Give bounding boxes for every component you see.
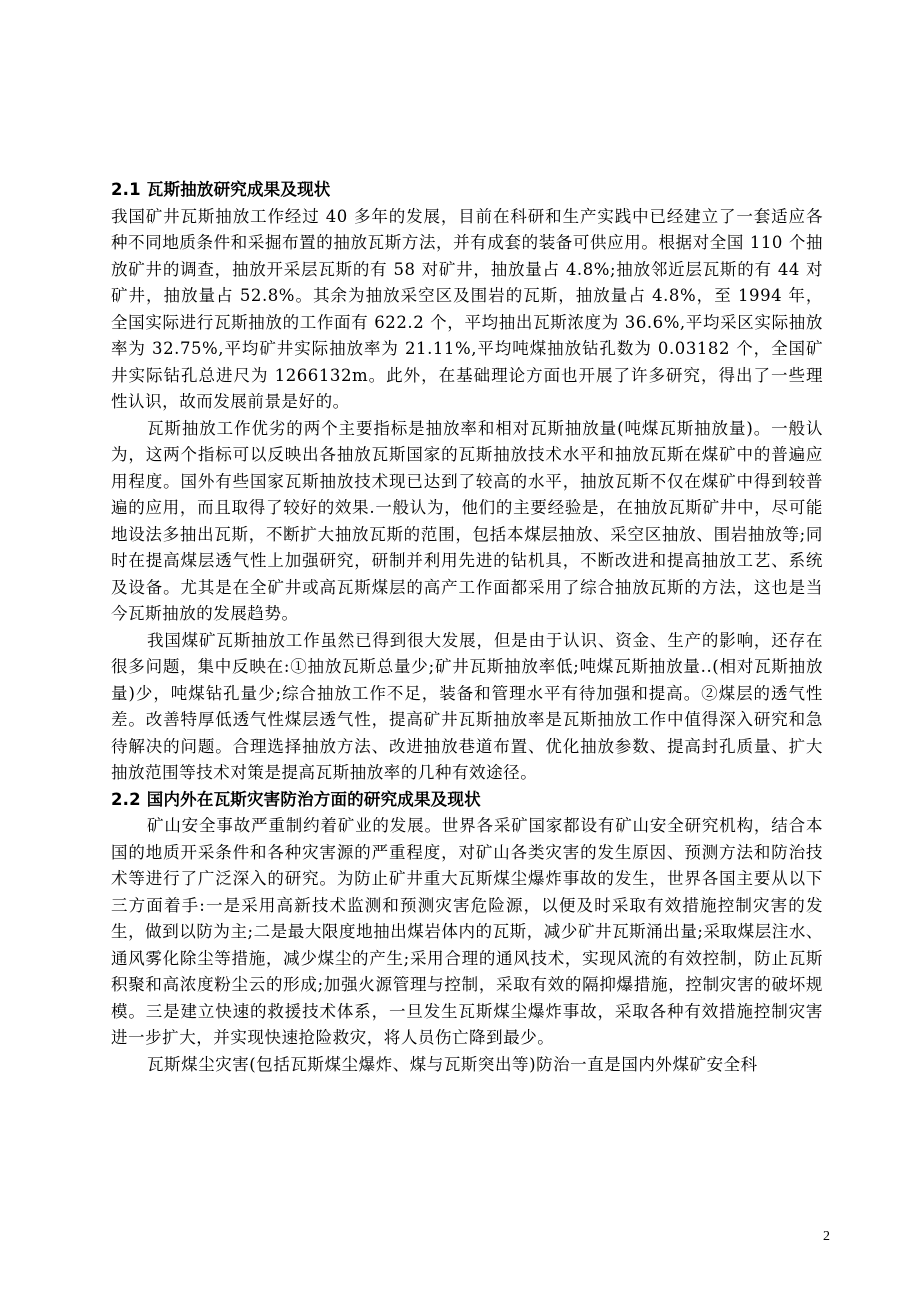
paragraph: 瓦斯抽放工作优劣的两个主要指标是抽放率和相对瓦斯抽放量(吨煤瓦斯抽放量)。一般认为，这两个指标可以反映出各抽放瓦斯国家的瓦斯抽放技术水平和抽放瓦斯在煤矿中的普遍应用程度。国外有些国家瓦斯抽放技术现已达到了较高的水平，抽放瓦斯不仅在煤矿中得到较普遍的应用，而且取得了较好的效果.一般认为，他们的主要经验是，在抽放瓦斯矿井中，尽可能地设法多抽出瓦斯，不断扩大抽放瓦斯的范围，包括本煤层抽放、采空区抽放、围岩抽放等;同时在提高煤层透气性上加强研究，研制并利用先进的钻机具，不断改进和提高抽放工艺、系统及设备。尤其是在全矿井或高瓦斯煤层的高产工作面都采用了综合抽放瓦斯的方法，这也是当今瓦斯抽放的发展趋势。 [111,418,823,623]
section-heading-2-1: 2.1 瓦斯抽放研究成果及现状 [111,180,331,199]
page-body [111,177,823,1078]
page-number: 2 [823,1229,830,1244]
paragraph: 瓦斯煤尘灾害(包括瓦斯煤尘爆炸、煤与瓦斯突出等)防治一直是国内外煤矿安全科 [147,1054,758,1074]
paragraph: 我国矿井瓦斯抽放工作经过 40 多年的发展，目前在科研和生产实践中已经建立了一套适应各种不同地质条件和采掘布置的抽放瓦斯方法，并有成套的装备可供应用。根据对全国 110 个抽放矿井的调查，抽放开采层瓦斯的有 58 对矿井，抽放量占 4.8%;抽放邻近层瓦斯的有 44 对矿井，抽放量占 52.8%。其余为抽放采空区及围岩的瓦斯，抽放量占 4.8%，至 1994 年，全国实际进行瓦斯抽放的工作面有 622.2 个，平均抽出瓦斯浓度为 36.6%,平均采区实际抽放率为 32.75%,平均矿井实际抽放率为 21.11%,平均吨煤抽放钻孔数为 0.03182 个，全国矿井实际钻孔总进尺为 1266132m。此外，在基础理论方面也开展了许多研究，得出了一些理性认识，故而发展前景是好的。 [111,206,823,411]
paragraph: 我国煤矿瓦斯抽放工作虽然已得到很大发展，但是由于认识、资金、生产的影响，还存在很多问题，集中反映在:①抽放瓦斯总量少;矿井瓦斯抽放率低;吨煤瓦斯抽放量..(相对瓦斯抽放量)少，吨煤钻孔量少;综合抽放工作不足，装备和管理水平有待加强和提高。②煤层的透气性差。改善特厚低透气性煤层透气性，提高矿井瓦斯抽放率是瓦斯抽放工作中值得深入研究和急待解决的问题。合理选择抽放方法、改进抽放巷道布置、优化抽放参数、提高封孔质量、扩大抽放范围等技术对策是提高瓦斯抽放率的几种有效途径。 [111,630,823,782]
section-heading-2-2: 2.2 国内外在瓦斯灾害防治方面的研究成果及现状 [111,789,481,809]
paragraph: 矿山安全事故严重制约着矿业的发展。世界各采矿国家都设有矿山安全研究机构，结合本国的地质开采条件和各种灾害源的严重程度，对矿山各类灾害的发生原因、预测方法和防治技术等进行了广泛深入的研究。为防止矿井重大瓦斯煤尘爆炸事故的发生，世界各国主要从以下三方面着手:一是采用高新技术监测和预测灾害危险源，以便及时采取有效措施控制灾害的发生，做到以防为主;二是最大限度地抽出煤岩体内的瓦斯，减少矿井瓦斯涌出量;采取煤层注水、通风雾化除尘等措施，减少煤尘的产生;采用合理的通风技术，实现风流的有效控制，防止瓦斯积聚和高浓度粉尘云的形成;加强火源管理与控制，采取有效的隔抑爆措施，控制灾害的破坏规模。三是建立快速的救援技术体系，一旦发生瓦斯煤尘爆炸事故，采取各种有效措施控制灾害进一步扩大，并实现快速抢险救灾，将人员伤亡降到最少。 [111,816,823,1047]
